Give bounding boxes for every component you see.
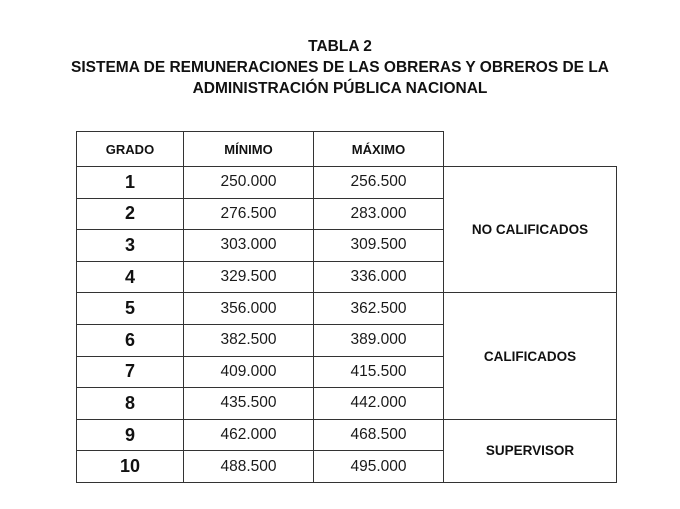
category-calificados: CALIFICADOS [444,293,617,419]
grado-cell: 7 [77,356,184,388]
table-title-line-1: SISTEMA DE REMUNERACIONES DE LAS OBRERAS Y OBREROS DE LA [71,59,609,76]
salary-table [76,131,617,483]
minimo-cell: 462.000 [184,419,314,451]
grado-cell: 8 [77,388,184,420]
table-row [77,419,617,451]
column-header-maximo: MÁXIMO [314,132,444,167]
grado-cell: 3 [77,230,184,262]
minimo-cell: 276.500 [184,198,314,230]
maximo-cell: 389.000 [314,324,444,356]
maximo-cell: 256.500 [314,167,444,199]
column-header-empty [444,132,617,167]
maximo-cell: 336.000 [314,261,444,293]
minimo-cell: 303.000 [184,230,314,262]
table-header-row [77,132,617,167]
table-title-block [0,36,680,99]
maximo-cell: 415.500 [314,356,444,388]
table-title-line-2: ADMINISTRACIÓN PÚBLICA NACIONAL [192,80,488,97]
maximo-cell: 283.000 [314,198,444,230]
column-header-minimo: MÍNIMO [184,132,314,167]
minimo-cell: 435.500 [184,388,314,420]
maximo-cell: 468.500 [314,419,444,451]
category-supervisor: SUPERVISOR [444,419,617,482]
grado-cell: 2 [77,198,184,230]
maximo-cell: 362.500 [314,293,444,325]
minimo-cell: 250.000 [184,167,314,199]
grado-cell: 1 [77,167,184,199]
category-no-calificados: NO CALIFICADOS [444,167,617,293]
maximo-cell: 442.000 [314,388,444,420]
grado-cell: 5 [77,293,184,325]
grado-cell: 9 [77,419,184,451]
minimo-cell: 356.000 [184,293,314,325]
column-header-grado: GRADO [77,132,184,167]
minimo-cell: 488.500 [184,451,314,483]
grado-cell: 10 [77,451,184,483]
table-row [77,293,617,325]
grado-cell: 6 [77,324,184,356]
table-row [77,167,617,199]
minimo-cell: 409.000 [184,356,314,388]
maximo-cell: 309.500 [314,230,444,262]
grado-cell: 4 [77,261,184,293]
maximo-cell: 495.000 [314,451,444,483]
minimo-cell: 329.500 [184,261,314,293]
table-number-title: TABLA 2 [308,38,372,55]
minimo-cell: 382.500 [184,324,314,356]
